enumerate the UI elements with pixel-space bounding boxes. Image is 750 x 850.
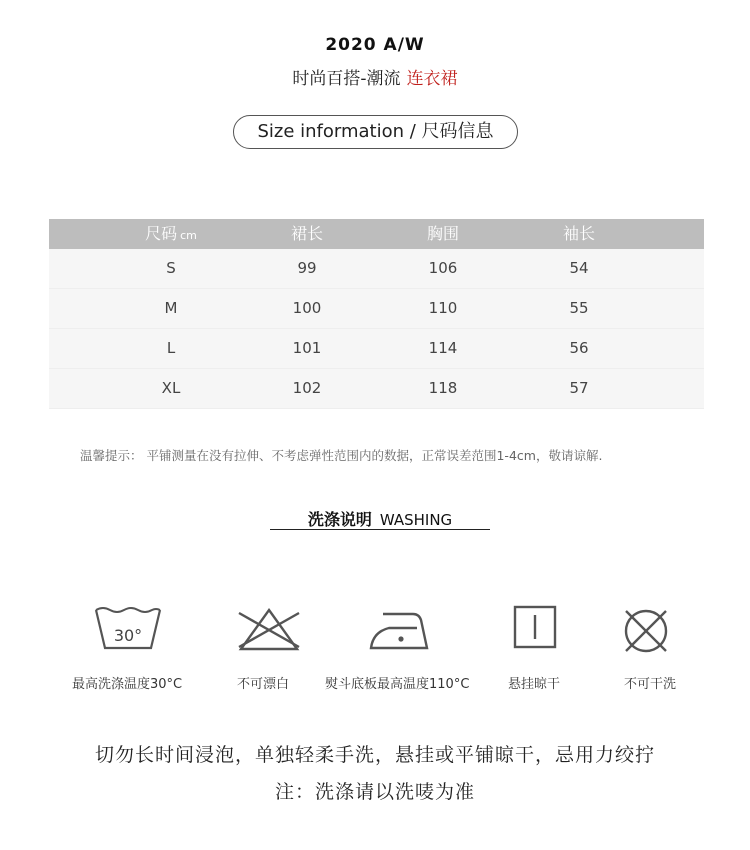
table-cell: 118 (428, 379, 458, 397)
column-header (509, 219, 649, 249)
size-section-title: Size information / 尺码信息 (233, 115, 518, 149)
table-cell: 57 (569, 379, 589, 397)
no-bleach-label: 不可漂白 (237, 677, 290, 692)
table-cell: 55 (569, 299, 589, 317)
care-instruction-line2: 注：洗涤请以洗唛为准 (274, 781, 475, 803)
season-title: 2020 A/W (325, 35, 425, 55)
tagline (0, 64, 750, 89)
column-header (373, 219, 513, 249)
washing-title (270, 507, 490, 530)
table-cell: 106 (428, 259, 458, 277)
care-instruction-line1: 切勿长时间浸泡，单独轻柔手洗，悬挂或平铺晾干，忌用力绞拧 (94, 744, 655, 766)
table-cell: M (164, 299, 178, 317)
table-cell: 110 (428, 299, 458, 317)
table-cell: 56 (569, 339, 589, 357)
table-row (49, 289, 704, 329)
washing-title-zh: 洗涤说明 (307, 510, 372, 529)
iron-icon (369, 610, 431, 650)
hang-dry-icon (513, 605, 557, 649)
size-table-header (49, 219, 704, 249)
table-cell: 101 (292, 339, 322, 357)
wash-30-icon (93, 604, 163, 650)
iron-label: 熨斗底板最高温度110°C (325, 677, 470, 692)
table-cell: XL (161, 379, 181, 397)
table-cell: 114 (428, 339, 458, 357)
tagline-accent: 连衣裙 (406, 69, 458, 89)
column-header (237, 219, 377, 249)
washing-title-en: WASHING (379, 511, 453, 529)
wash-temp-text: 30° (113, 626, 143, 645)
column-header (101, 219, 241, 251)
table-cell: 99 (297, 259, 317, 277)
column-header-label: 裙长 (290, 224, 323, 243)
table-cell: 100 (292, 299, 322, 317)
table-cell: S (166, 259, 176, 277)
measurement-notice: 温馨提示： 平铺测量在没有拉伸、不考虑弹性范围内的数据，正常误差范围1-4cm，敬请谅解. (80, 448, 603, 463)
column-header-label: 胸围 (426, 224, 459, 243)
no-dry-clean-label: 不可干洗 (624, 677, 677, 692)
column-header-label: 袖长 (562, 224, 595, 243)
column-header-label: 尺码 (145, 224, 178, 243)
wash-30-label: 最高洗涤温度30°C (72, 677, 183, 692)
table-row (49, 329, 704, 369)
table-cell: 54 (569, 259, 589, 277)
table-row (49, 249, 704, 289)
no-dry-clean-icon (622, 607, 670, 655)
tagline-text: 时尚百搭-潮流 (292, 69, 401, 89)
column-header-unit: cm (180, 229, 197, 242)
table-cell: 102 (292, 379, 322, 397)
hang-dry-label: 悬挂晾干 (508, 677, 561, 692)
table-cell: L (166, 339, 176, 357)
table-row (49, 369, 704, 409)
no-bleach-icon (237, 607, 301, 651)
size-table (49, 219, 704, 409)
